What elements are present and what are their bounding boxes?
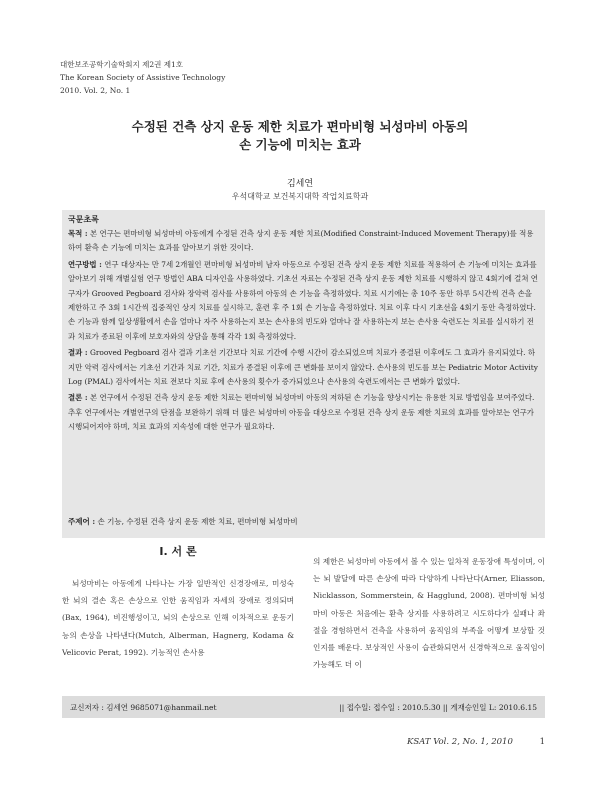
correspondence-bar [62,696,545,718]
abstract-heading: 국문초록 [68,214,99,224]
abstract-result [68,346,539,389]
page-number: 1 [539,737,545,747]
footer-journal-citation: KSAT Vol. 2, No. 1, 2010 [406,737,513,747]
abstract-result-text: Grooved Pegboard 검사 결과 기초선 기간보다 치료 기간에 수행 시간이 감소되었으며 치료가 종결된 이후에도 그 효과가 유지되었다. 하지만 악력 검사에서는 기초선 기간과 치료 기간, 치료가 종결된 이후에 큰 변화를 보이지 않았다. 손사용의 빈도를 보는 Pediatric Motor Activity Log (PMAL) 검사에서는 치료 전보다 치료 후에 손사용의 횟수가 증가되었으나 손사용의 숙련도에서는 큰 변화가 없었다. [68,348,538,387]
body-text-right-column: 의 제한은 뇌성마비 아동에서 볼 수 있는 일차적 운동장애 특성이며, 이는 뇌 발달에 따른 손상에 따라 다양하게 나타난다(Arner, Eliasson, Nicklasson, Sommerstein, & Hagglund, 2008). 편마비형 뇌성마비 아동은 처음에는 환측 상지를 사용하려고 시도하다가 실패나 좌절을 경험하면서 건측을 사용하여 움직임의 부족을 어떻게 보상할 것인지를 배운다. 보상적인 사용이 습관화되면서 신경학적으로 움직임이 가능해도 더 이 [313,557,545,670]
journal-volume: 2010. Vol. 2, No. 1 [60,86,131,95]
paper-title [40,118,560,154]
paper-title-line2: 손 기능에 미치는 효과 [239,137,361,152]
submission-dates: || 접수일: 접수일 : 2010.5.30 || 게재승인일 L: 2010.6.15 [339,702,537,712]
abstract-method-label: 연구방법 : [68,259,102,269]
abstract-conclusion-text: 본 연구에서 수정된 건측 상지 운동 제한 치료는 편마비형 뇌성마비 아동의 저하된 손 기능을 향상시키는 유용한 치료 방법임을 보여주었다. 추후 연구에서는 개별연구의 단점을 보완하기 위해 더 많은 뇌성마비 아동을 대상으로 수정된 건측 상지 운동 제한 치료의 효과를 알아보는 연구가 시행되어져야 하며, 치료 효과의 지속성에 대한 연구가 필요하다. [68,393,535,432]
abstract-keywords [68,516,298,527]
page-footer [407,737,545,747]
abstract-method [68,258,539,344]
abstract-conclusion [68,391,539,434]
paper-title-line1: 수정된 건측 상지 운동 제한 치료가 편마비형 뇌성마비 아동의 [131,119,469,134]
abstract-purpose-label: 목적 : [68,229,88,238]
author-name: 김세연 [286,179,314,189]
abstract-keywords-label: 주제어 : [68,517,96,526]
abstract-result-label: 결과 : [68,348,88,358]
abstract-method-text: 연구 대상자는 만 7세 2개월인 편마비형 뇌성마비 남자 아동으로 수정된 건측 상지 운동 제한 치료를 적용하여 손 기능에 미치는 효과를 알아보기 위해 개별실험 연구 방법인 ABA 디자인을 사용하였다. 기초선 자료는 수정된 건측 상지 운동 제한 치료를 시행하지 않고 4회기에 걸쳐 연구자가 Grooved Pegboard 검사와 장악력 검사를 사용하여 아동의 손 기능을 측정하였다. 치료 시기에는 총 10주 동안 하루 5시간씩 건측 손을 제한하고 주 3회 1시간씩 집중적인 상지 치료를 실시하고, 훈련 후 주 1회 손 기능을 측정하였다. 치료 이후 다시 기초선을 4회기 동안 측정하였다. 손 기능과 함께 일상생활에서 손을 얼마나 자주 사용하는지 보는 손사용의 빈도와 얼마나 잘 사용하는지 보는 손사용 숙련도는 치료를 실시하기 전과 치료가 종료된 이후에 보호자와의 상담을 통해 각각 1회 측정하였다. [68,259,538,341]
author-affiliation: 우석대학교 보건복지대학 작업치료학과 [231,192,369,201]
abstract-purpose [68,227,539,256]
section-title-introduction: I. 서 론 [159,545,197,558]
corresponding-author: 교신저자 : 김세연 9685071@hanmail.net [70,702,217,712]
journal-name-korean: 대한보조공학기술학회지 제2권 제1호 [60,60,183,69]
journal-name-english: The Korean Society of Assistive Technology [60,73,226,82]
abstract-conclusion-label: 결론 : [68,393,88,403]
body-text-left-column: 뇌성마비는 아동에게 나타나는 가장 일반적인 신경장애로, 미성숙한 뇌의 결손 혹은 손상으로 인한 움직임과 자세의 장애로 정의되며(Bax, 1964), 비진행성이고, 뇌의 손상으로 인해 이차적으로 운동기능의 손상을 나타낸다(Mutch, Alberman, Hagnerg, Kodama & Velicovic Perat, 1992). 기능적인 손사용 [62,579,294,657]
journal-info [60,58,225,97]
abstract-purpose-text: 본 연구는 편마비형 뇌성마비 아동에게 수정된 건측 상지 운동 제한 치료(Modified Constraint-Induced Movement Therapy)를 적용하여 환측 손 기능에 미치는 효과를 알아보기 위한 것이다. [68,229,534,253]
abstract-box [62,210,545,538]
abstract-keywords-text: 손 기능, 수정된 건측 상지 운동 제한 치료, 편마비형 뇌성마비 [97,517,298,526]
